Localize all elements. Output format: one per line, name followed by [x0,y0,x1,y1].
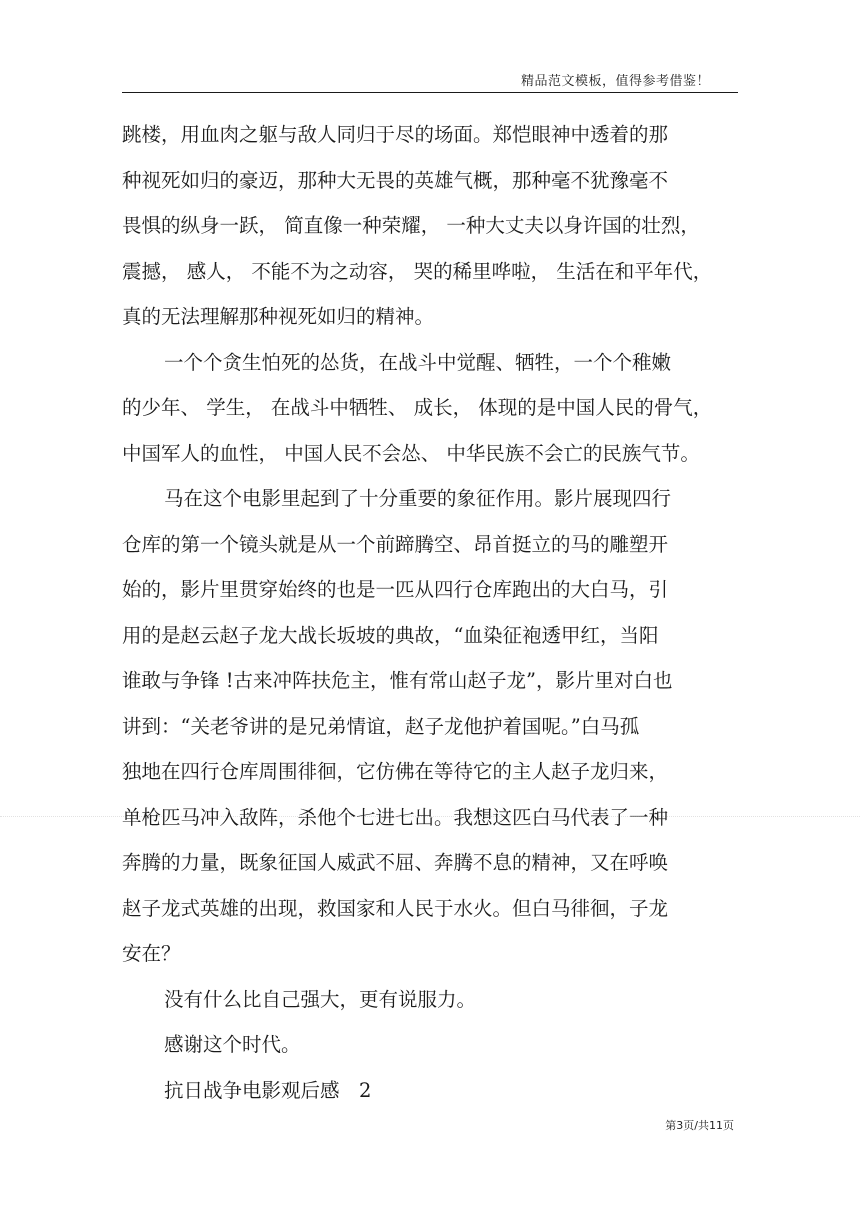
text-line: 奔腾的力量，既象征国人威武不屈、奔腾不息的精神，又在呼唤 [122,851,669,874]
text-line: 赵子龙式英雄的出现，救国家和人民于水火。但白马徘徊，子龙 [122,896,669,920]
text-line: 谁敢与争锋 !古来冲阵扶危主，惟有常山赵子龙”，影片里对白也 [122,669,673,692]
text-line: 震撼， 感人， 不能不为之动容， 哭的稀里哗啦， 生活在和平年代， [122,259,713,283]
text-line: 的少年、 学生， 在战斗中牺牲、 成长， 体现的是中国人民的骨气， [122,396,713,419]
text-line: 单枪匹马冲入敌阵，杀他个七进七出。我想这匹白马代表了一种 [122,805,669,829]
text-line: 始的，影片里贯穿始终的也是一匹从四行仓库跑出的大白马，引 [122,578,669,601]
header-rule [122,92,738,93]
text-line: 畏惧的纵身一跃， 简直像一种荣耀， 一种大丈夫以身许国的壮烈， [122,214,700,237]
paragraph-start-line: 马在这个电影里起到了十分重要的象征作用。影片展现四行 [164,487,672,510]
paragraph-start-line: 一个个贪生怕死的怂货，在战斗中觉醒、牺牲，一个个稚嫩 [164,350,672,374]
header-text: 精品范文模板，值得参考借鉴！ [520,74,710,89]
text-line: 跳楼，用血肉之躯与敌人同归于尽的场面。郑恺眼神中透着的那 [122,123,669,146]
text-line: 中国军人的血性， 中国人民不会怂、 中华民族不会亡的民族气节。 [122,441,700,465]
text-line: 讲到：“关老爷讲的是兄弟情谊，赵子龙他护着国呢。”白马孤 [122,714,640,738]
text-line: 独地在四行仓库周围徘徊，它仿佛在等待它的主人赵子龙归来， [122,760,669,783]
paragraph-start-line: 没有什么比自己强大，更有说服力。 [164,987,477,1011]
text-line: 种视死如归的豪迈，那种大无畏的英雄气概，那种毫不犹豫毫不 [122,168,669,192]
text-line: 安在？ [122,942,181,965]
text-line: 真的无法理解那种视死如归的精神。 [122,305,435,328]
page-number: 第3页/共11页 [665,1119,734,1132]
text-line: 仓库的第一个镜头就是从一个前蹄腾空、昂首挺立的马的雕塑开 [122,532,669,556]
paragraph-start-line: 感谢这个时代。 [164,1033,301,1056]
section-heading: 抗日战争电影观后感 2 [164,1078,372,1102]
text-line: 用的是赵云赵子龙大战长坂坡的典故，“血染征袍透甲红，当阳 [122,623,659,647]
document-body [122,122,738,1123]
